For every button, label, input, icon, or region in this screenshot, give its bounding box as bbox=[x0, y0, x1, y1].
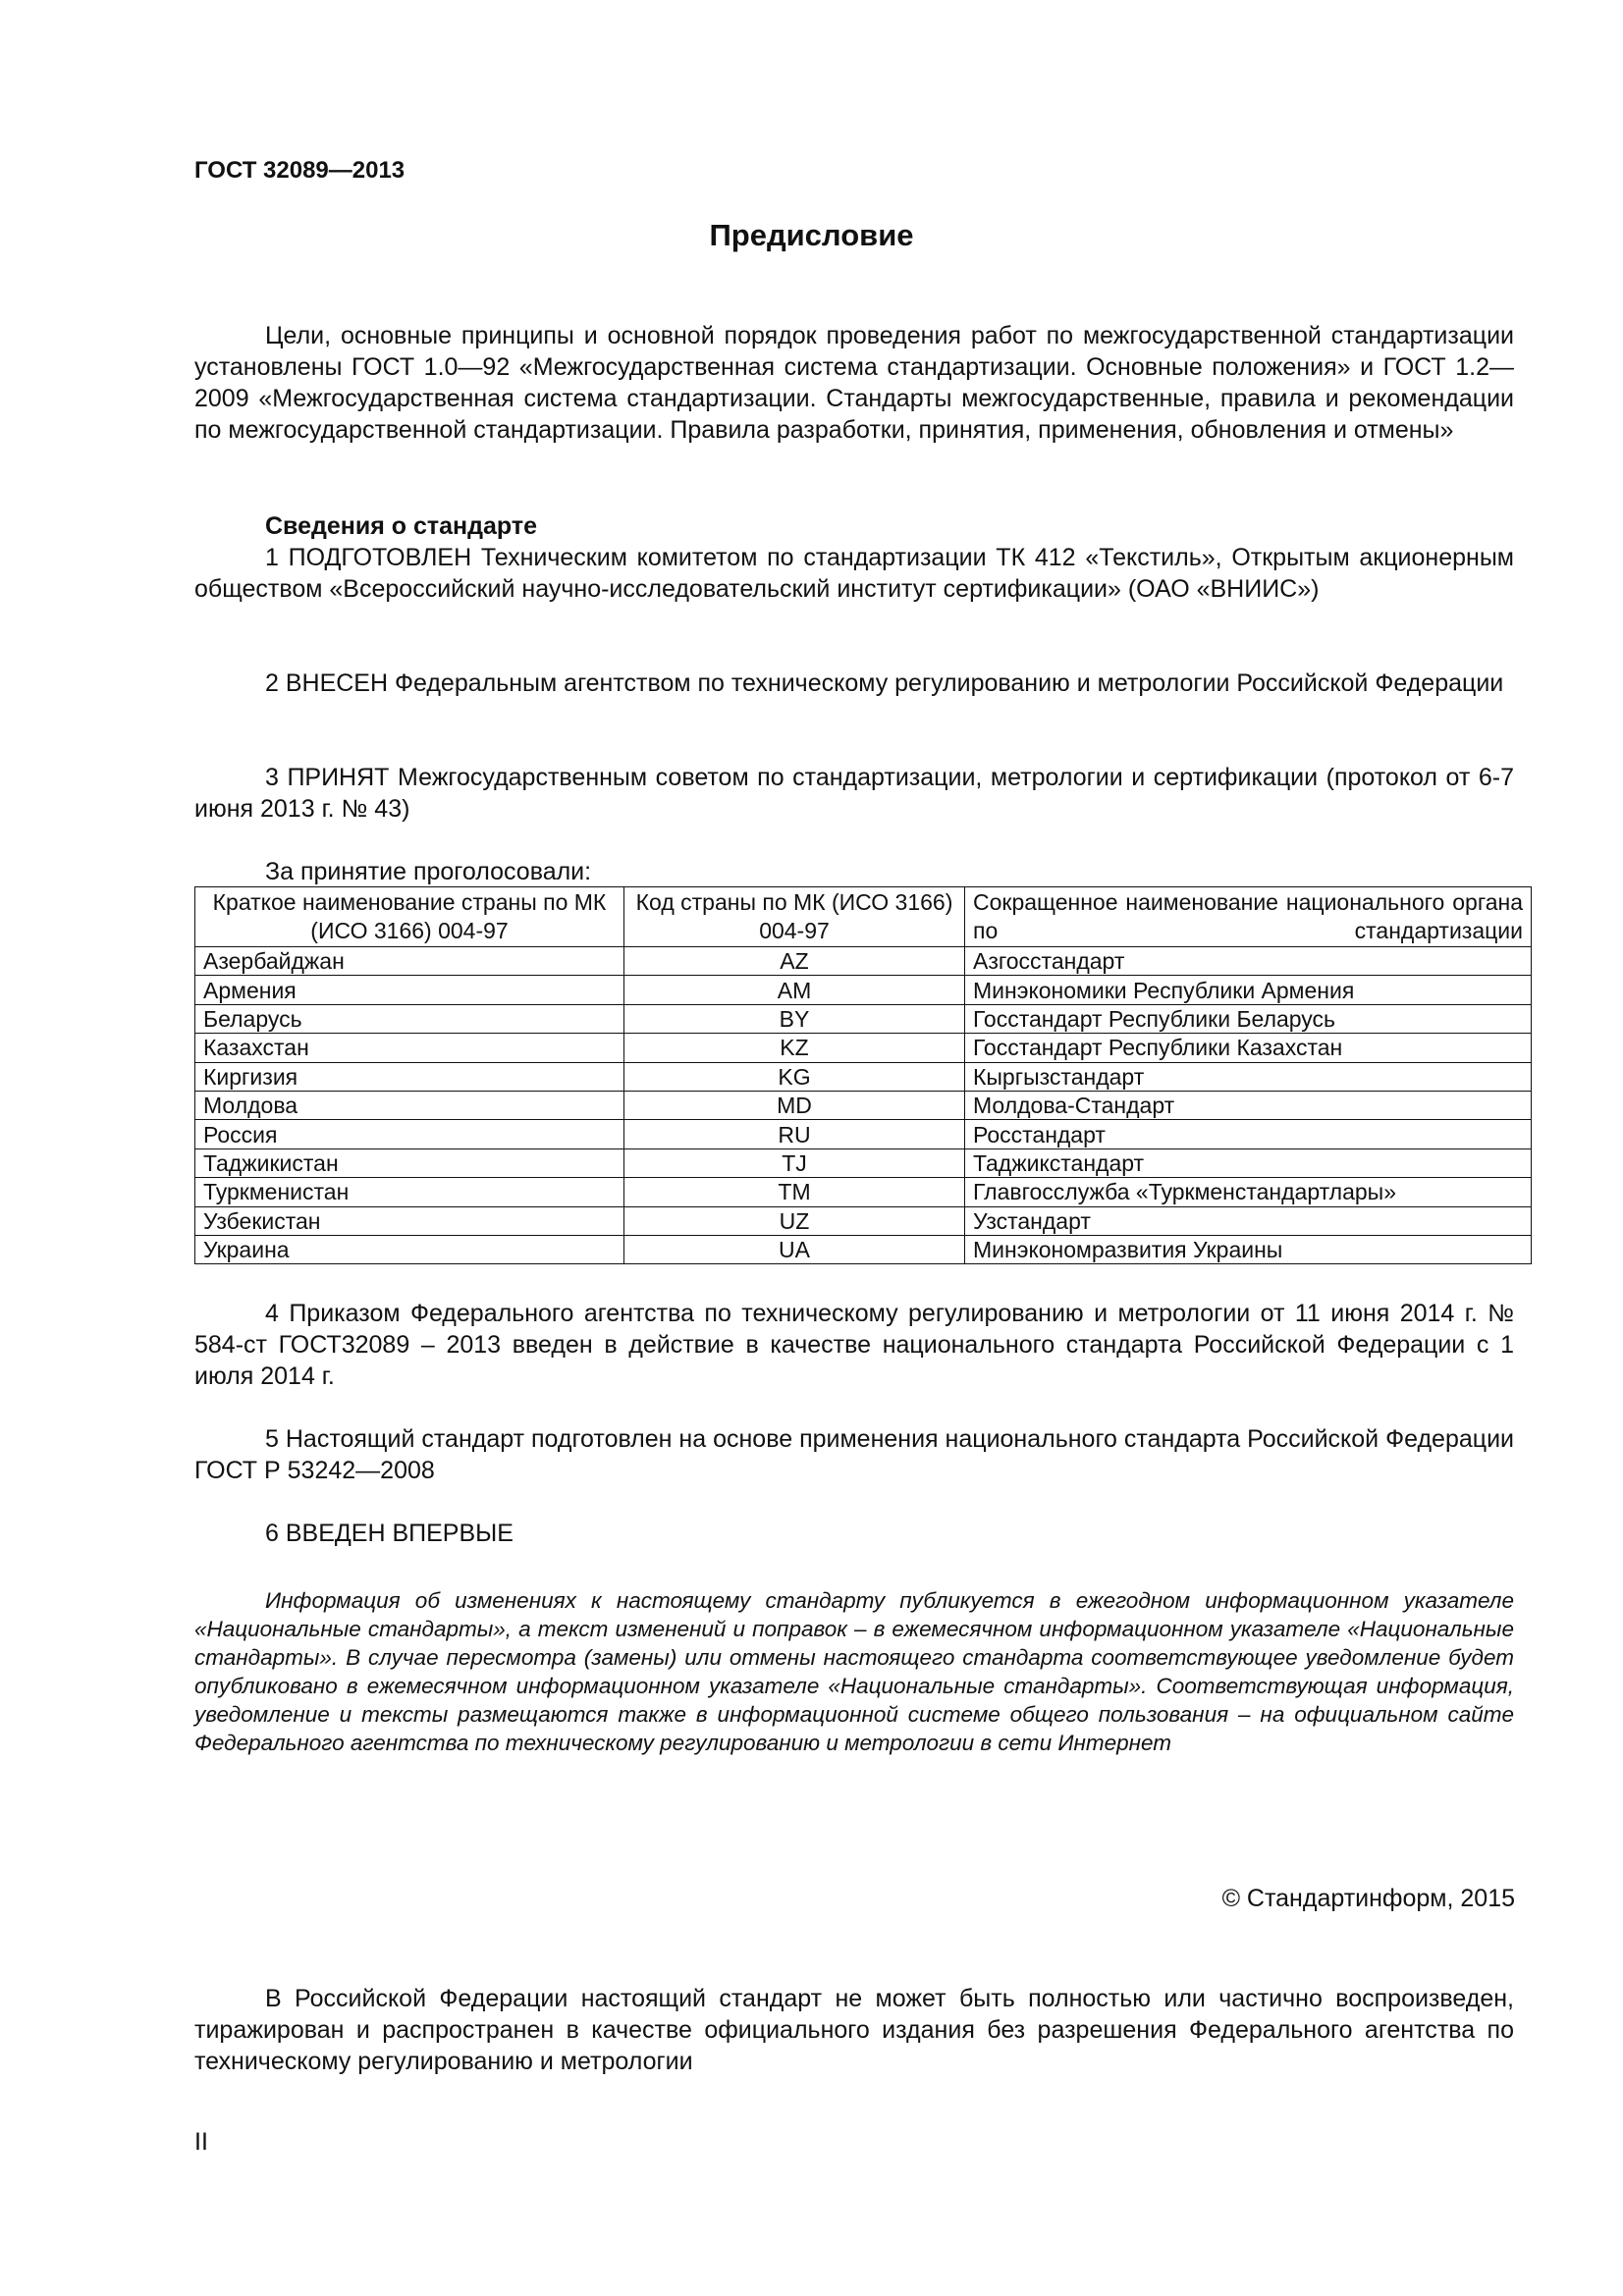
item-3 bbox=[194, 762, 1514, 825]
item-5 bbox=[194, 1423, 1514, 1486]
vote-label: За принятие проголосовали: bbox=[265, 858, 592, 885]
item-6: 6 ВВЕДЕН ВПЕРВЫЕ bbox=[265, 1520, 514, 1547]
cell-authority: Таджикстандарт bbox=[965, 1148, 1532, 1177]
table-row bbox=[195, 976, 1532, 1004]
item-1 bbox=[194, 542, 1514, 605]
cell-country: Казахстан bbox=[195, 1034, 624, 1062]
header-country: Краткое наименование страны по МК (ИСО 3166) 004-97 bbox=[195, 887, 624, 947]
restriction-paragraph bbox=[194, 1983, 1514, 2077]
cell-authority: Молдова-Стандарт bbox=[965, 1091, 1532, 1119]
cell-code: UA bbox=[624, 1235, 965, 1263]
cell-country: Узбекистан bbox=[195, 1206, 624, 1235]
cell-country: Киргизия bbox=[195, 1062, 624, 1091]
cell-country: Армения bbox=[195, 976, 624, 1004]
cell-code: TJ bbox=[624, 1148, 965, 1177]
cell-code: RU bbox=[624, 1120, 965, 1148]
table-row bbox=[195, 1120, 1532, 1148]
item-4 bbox=[194, 1298, 1514, 1392]
cell-code: KZ bbox=[624, 1034, 965, 1062]
item-2-text: 2 ВНЕСЕН Федеральным агентством по техническому регулированию и метрологии Российской Федерации bbox=[265, 669, 1504, 697]
intro-paragraph bbox=[194, 320, 1514, 446]
table-row bbox=[195, 1206, 1532, 1235]
cell-code: AZ bbox=[624, 947, 965, 976]
cell-authority: Росстандарт bbox=[965, 1120, 1532, 1148]
cell-country: Азербайджан bbox=[195, 947, 624, 976]
cell-country: Россия bbox=[195, 1120, 624, 1148]
header-authority: Сокращенное наименование национального органа по стандартизации bbox=[965, 887, 1532, 947]
intro-text: Цели, основные принципы и основной порядок проведения работ по межгосударственной стандартизации установлены ГОСТ 1.0—92 «Межгосударственная система стандартизации. Основные положения» и ГОСТ 1.2—2009 «Межгосударственная система стандартизации. Стандарты межгосударственные, правила и рекомендации по межгосударственной стандартизации. Правила разработки, принятия, применения, обновления и отмены» bbox=[194, 322, 1514, 444]
cell-country: Таджикистан bbox=[195, 1148, 624, 1177]
header-code: Код страны по МК (ИСО 3166) 004-97 bbox=[624, 887, 965, 947]
cell-code: BY bbox=[624, 1004, 965, 1033]
cell-code: KG bbox=[624, 1062, 965, 1091]
cell-authority: Узстандарт bbox=[965, 1206, 1532, 1235]
cell-code: TM bbox=[624, 1178, 965, 1206]
cell-authority: Кыргызстандарт bbox=[965, 1062, 1532, 1091]
item-2 bbox=[194, 667, 1514, 699]
item-5-text: 5 Настоящий стандарт подготовлен на основе применения национального стандарта Российской Федерации ГОСТ Р 53242—2008 bbox=[194, 1425, 1514, 1484]
table-row bbox=[195, 1004, 1532, 1033]
cell-code: UZ bbox=[624, 1206, 965, 1235]
cell-authority: Азгосстандарт bbox=[965, 947, 1532, 976]
table-row bbox=[195, 1235, 1532, 1263]
cell-authority: Минэкономразвития Украины bbox=[965, 1235, 1532, 1263]
table-row bbox=[195, 947, 1532, 976]
table-row bbox=[195, 1178, 1532, 1206]
cell-country: Молдова bbox=[195, 1091, 624, 1119]
table-header-row bbox=[195, 887, 1532, 947]
page-number: II bbox=[194, 2128, 208, 2156]
page-title: Предисловие bbox=[709, 218, 914, 252]
table-row bbox=[195, 1091, 1532, 1119]
cell-authority: Госстандарт Республики Беларусь bbox=[965, 1004, 1532, 1033]
section-title: Сведения о стандарте bbox=[265, 512, 538, 540]
item-1-text: 1 ПОДГОТОВЛЕН Техническим комитетом по стандартизации ТК 412 «Текстиль», Открытым акционерным обществом «Всероссийский научно-исследовательский институт сертификации» (ОАО «ВНИИС») bbox=[194, 544, 1514, 603]
table-row bbox=[195, 1034, 1532, 1062]
cell-authority: Главгосслужба «Туркменстандартлары» bbox=[965, 1178, 1532, 1206]
item-4-text: 4 Приказом Федерального агентства по техническому регулированию и метрологии от 11 июня 2014 г. № 584-ст ГОСТ32089 – 2013 введен в действие в качестве национального стандарта Российской Федерации с 1 июля 2014 г. bbox=[194, 1300, 1514, 1390]
cell-authority: Минэкономики Республики Армения bbox=[965, 976, 1532, 1004]
notice-paragraph bbox=[194, 1586, 1514, 1757]
cell-code: MD bbox=[624, 1091, 965, 1119]
cell-country: Туркменистан bbox=[195, 1178, 624, 1206]
voting-table bbox=[194, 886, 1532, 1264]
restriction-text: В Российской Федерации настоящий стандарт не может быть полностью или частично воспроизведен, тиражирован и распространен в качестве официального издания без разрешения Федерального агентства по техническому регулированию и метрологии bbox=[194, 1985, 1514, 2075]
document-code: ГОСТ 32089—2013 bbox=[194, 157, 406, 184]
cell-code: AM bbox=[624, 976, 965, 1004]
cell-country: Беларусь bbox=[195, 1004, 624, 1033]
copyright: © Стандартинформ, 2015 bbox=[1221, 1885, 1515, 1912]
notice-text: Информация об изменениях к настоящему стандарту публикуется в ежегодном информационном указателе «Национальные стандарты», а текст изменений и поправок – в ежемесячном информационном указателе «Национальные стандарты». В случае пересмотра (замены) или отмены настоящего стандарта соответствующее уведомление будет опубликовано в ежемесячном информационном указателе «Национальные стандарты». Соответствующая информация, уведомление и тексты размещаются также в информационной системе общего пользования – на официальном сайте Федерального агентства по техническому регулированию и метрологии в сети Интернет bbox=[194, 1588, 1514, 1755]
table-body bbox=[195, 947, 1532, 1264]
table-row bbox=[195, 1062, 1532, 1091]
item-3-text: 3 ПРИНЯТ Межгосударственным советом по стандартизации, метрологии и сертификации (протокол от 6-7 июня 2013 г. № 43) bbox=[194, 764, 1514, 823]
cell-authority: Госстандарт Республики Казахстан bbox=[965, 1034, 1532, 1062]
cell-country: Украина bbox=[195, 1235, 624, 1263]
table-row bbox=[195, 1148, 1532, 1177]
